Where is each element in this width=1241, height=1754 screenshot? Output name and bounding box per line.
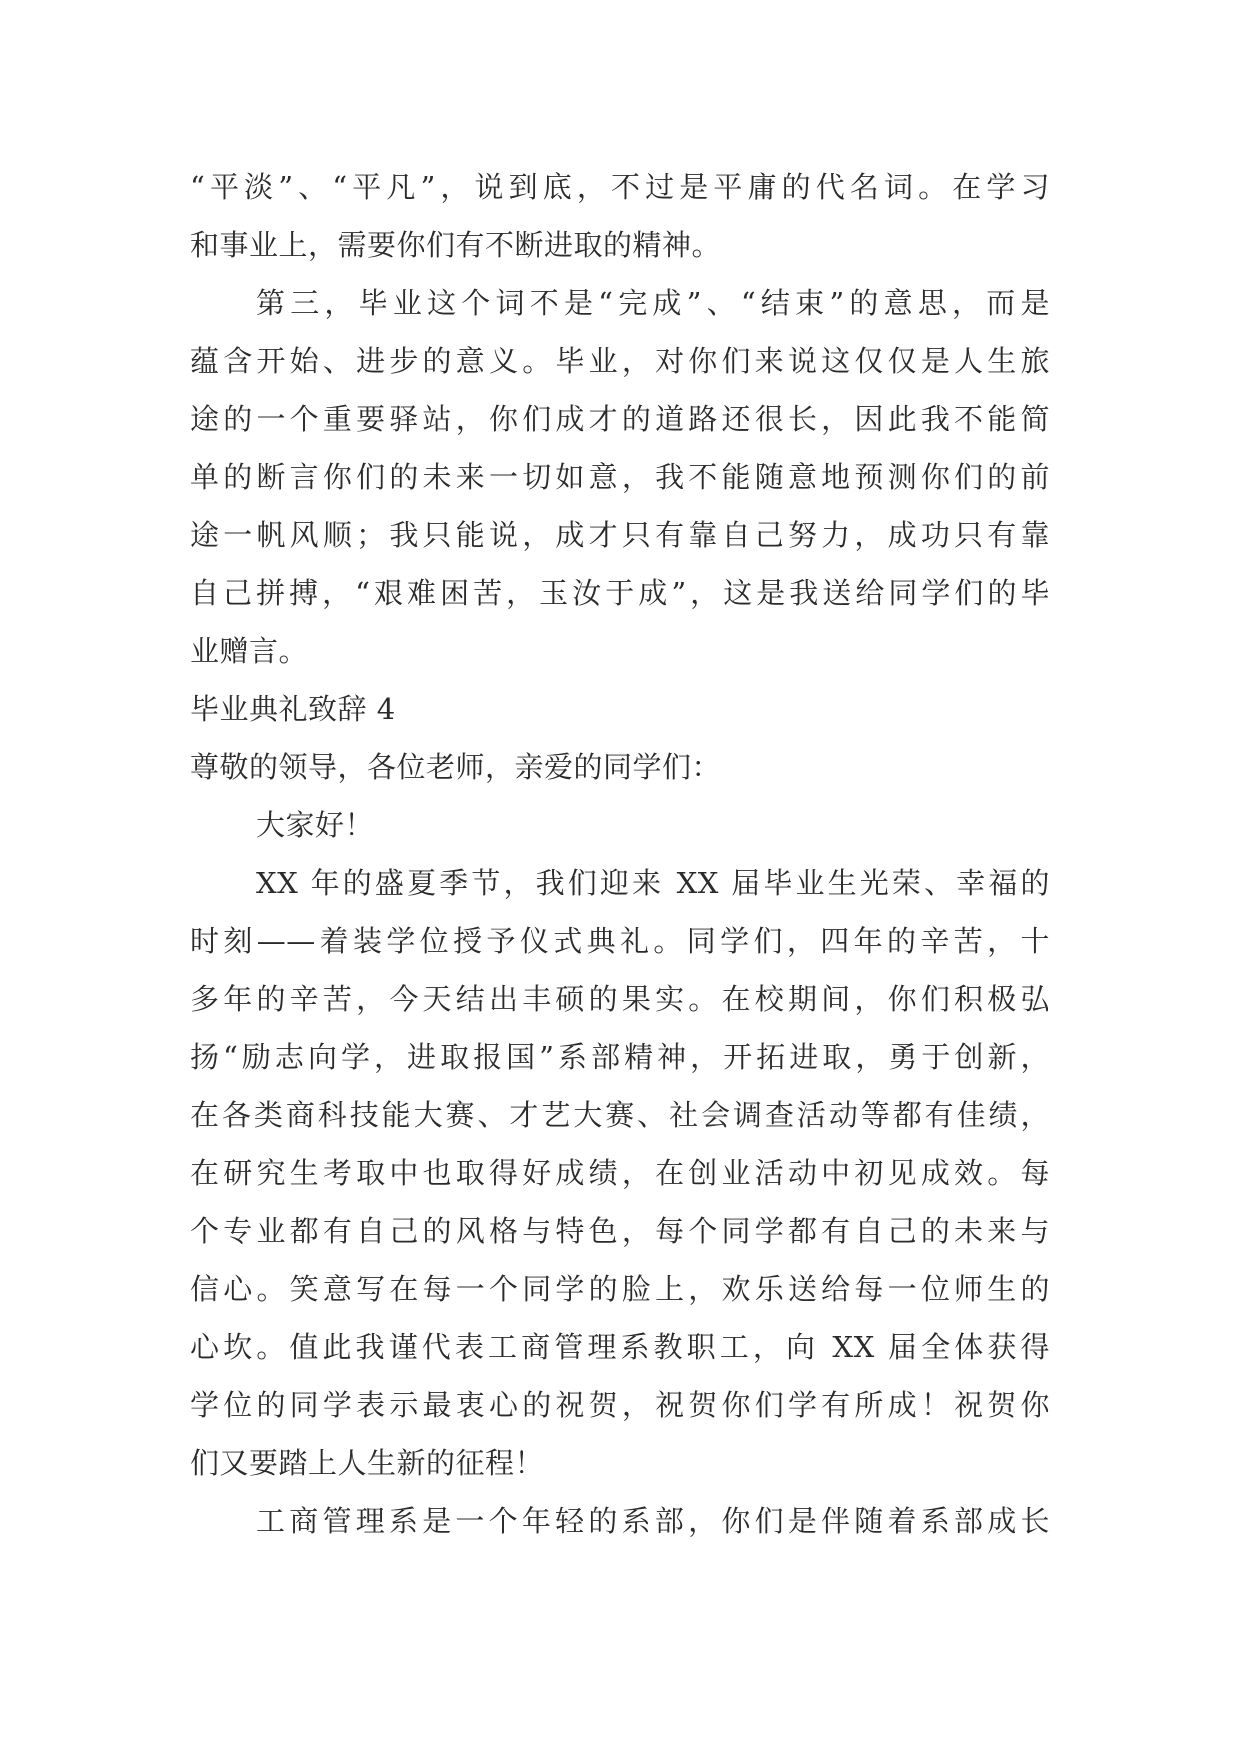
text-line: 时刻——着装学位授予仪式典礼。同学们，四年的辛苦，十	[190, 924, 1050, 958]
text-line: 途一帆风顺；我只能说，成才只有靠自己努力，成功只有靠	[190, 518, 1050, 552]
text-line: 途的一个重要驿站，你们成才的道路还很长，因此我不能简	[190, 402, 1050, 436]
text-line: 蕴含开始、进步的意义。毕业，对你们来说这仅仅是人生旅	[190, 344, 1050, 378]
text-line: 学位的同学表示最衷心的祝贺，祝贺你们学有所成！祝贺你	[190, 1388, 1050, 1422]
text-line: 在研究生考取中也取得好成绩，在创业活动中初见成效。每	[190, 1156, 1050, 1190]
text-line: 和事业上，需要你们有不断进取的精神。	[190, 228, 722, 262]
text-line: 在各类商科技能大赛、才艺大赛、社会调查活动等都有佳绩，	[190, 1098, 1050, 1132]
salutation: 尊敬的领导，各位老师，亲爱的同学们：	[190, 750, 722, 784]
text-line: 心坎。值此我谨代表工商管理系教职工，向 XX 届全体获得	[190, 1330, 1050, 1364]
document-body	[190, 158, 1050, 1550]
text-line: 扬“励志向学，进取报国”系部精神，开拓进取，勇于创新，	[190, 1040, 1050, 1074]
paragraph-start-line: 第三，毕业这个词不是“完成”、“结束”的意思，而是	[256, 286, 1050, 320]
greeting: 大家好！	[256, 808, 375, 842]
text-line: 业赠言。	[190, 634, 309, 668]
text-line: 个专业都有自己的风格与特色，每个同学都有自己的未来与	[190, 1214, 1050, 1248]
text-line: “平淡”、“平凡”，说到底，不过是平庸的代名词。在学习	[190, 170, 1050, 204]
section-heading: 毕业典礼致辞 4	[190, 692, 396, 726]
text-line: 单的断言你们的未来一切如意，我不能随意地预测你们的前	[190, 460, 1050, 494]
text-line: 们又要踏上人生新的征程！	[190, 1446, 545, 1480]
text-line: 多年的辛苦，今天结出丰硕的果实。在校期间，你们积极弘	[190, 982, 1050, 1016]
text-line: 信心。笑意写在每一个同学的脸上，欢乐送给每一位师生的	[190, 1272, 1050, 1306]
paragraph-start-line: XX 年的盛夏季节，我们迎来 XX 届毕业生光荣、幸福的	[256, 866, 1050, 900]
paragraph-start-line: 工商管理系是一个年轻的系部，你们是伴随着系部成长	[256, 1504, 1050, 1538]
text-line: 自己拼搏，“艰难困苦，玉汝于成”，这是我送给同学们的毕	[190, 576, 1050, 610]
